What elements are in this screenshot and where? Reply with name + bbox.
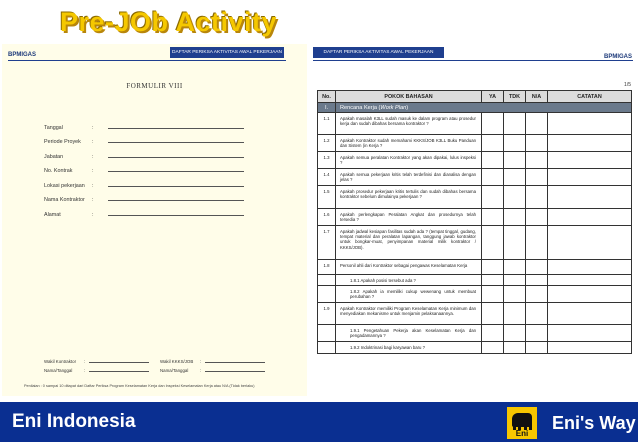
field-colon: :	[92, 197, 94, 203]
cell-ya[interactable]	[482, 168, 504, 185]
left-header-bar: DAFTAR PERIKSA AKTIVITAS AWAL PEKERJAAN	[170, 47, 284, 58]
row-number: 1.1	[318, 113, 336, 135]
checklist-row	[318, 225, 632, 259]
checklist-row	[318, 168, 632, 185]
cell-tdk[interactable]	[504, 168, 526, 185]
cell-ya[interactable]	[482, 225, 504, 259]
cell-na[interactable]	[526, 168, 548, 185]
left-page-cover-form	[2, 44, 307, 396]
table-header-row	[318, 91, 632, 103]
row-question: 1.9.1 Pengetahuan Pekerja akan Keselamatan Kerja dan pengadamannya ?	[336, 325, 482, 342]
signature-colon: :	[84, 368, 86, 373]
row-question: Apakah Kontraktor memiliki Program Keselamatan Kerja minimum dan menyediakan mekanisme untuk menjamin pelaksanaannya.	[336, 303, 482, 325]
signature-label: Nama/Tanggal	[44, 368, 73, 373]
signature-colon: :	[84, 359, 86, 364]
checklist-row	[318, 135, 632, 152]
cell-tdk[interactable]	[504, 325, 526, 342]
field-label: Nama Kontraktor	[44, 197, 85, 203]
cell-catatan[interactable]	[548, 303, 632, 325]
cell-catatan[interactable]	[548, 225, 632, 259]
field-jabatan[interactable]	[44, 145, 284, 160]
form-title: FORMULIR VIII	[126, 82, 183, 90]
logo-word: Eni	[515, 429, 529, 438]
right-brand: BPMIGAS	[603, 54, 632, 60]
row-number: 1.9	[318, 303, 336, 325]
banner-title: Pre-JOb Activity	[60, 7, 278, 37]
right-header-rule	[313, 60, 633, 61]
cell-catatan[interactable]	[548, 208, 632, 225]
field-tanggal[interactable]	[44, 116, 284, 131]
cell-catatan[interactable]	[548, 135, 632, 152]
cell-catatan[interactable]	[548, 286, 632, 303]
cell-tdk[interactable]	[504, 259, 526, 274]
cell-ya[interactable]	[482, 303, 504, 325]
section-row-rencana-kerja	[318, 103, 632, 113]
cell-na[interactable]	[526, 341, 548, 353]
checklist-row	[318, 113, 632, 135]
field-line[interactable]	[108, 171, 244, 172]
row-number: 1.5	[318, 185, 336, 208]
cell-catatan[interactable]	[548, 325, 632, 342]
row-number: 1.7	[318, 225, 336, 259]
cell-catatan[interactable]	[548, 274, 632, 285]
field-line[interactable]	[108, 157, 244, 158]
footer-bar	[0, 402, 638, 442]
field-label: No. Kontrak	[44, 168, 73, 174]
cell-ya[interactable]	[482, 135, 504, 152]
left-brand: BPMIGAS	[8, 52, 37, 58]
cell-tdk[interactable]	[504, 286, 526, 303]
footer-company-name: Eni Indonesia	[12, 411, 136, 432]
signature-label: Wakil Kontraktor	[44, 359, 77, 364]
row-number: 1.8	[318, 259, 336, 274]
checklist-row	[318, 259, 632, 274]
left-header-rule	[8, 60, 286, 61]
cell-ya[interactable]	[482, 208, 504, 225]
row-question: 1.9.2 Indoktrinasi bagi karyawan baru ?	[336, 341, 482, 353]
field-label: Jabatan	[44, 153, 64, 160]
cell-na[interactable]	[526, 286, 548, 303]
cell-ya[interactable]	[482, 274, 504, 285]
row-question: Apakah prosedur pekerjaan kritis tertulis dan sudah dibahas bersama kontraktor sebelum dimulainya pekerjaan ?	[336, 185, 482, 208]
row-question: Apakah jadwal kesiapan fasilitas sudah ada ? (tempat tinggal, gudang, tempat material dan peralatan lapangan, tanggung jawab kontraktor untuk bongkar-muat, penyimpanan material milik kontraktor / KKKS/JOB).	[336, 225, 482, 259]
cell-tdk[interactable]	[504, 274, 526, 285]
signature-line[interactable]	[89, 362, 149, 363]
checklist-row	[318, 274, 632, 285]
row-number	[318, 341, 336, 353]
page-number: 1/5	[624, 82, 631, 88]
row-question: Personil ahli dari Kontraktor sebagai pengawas Keselamatan Kerja	[336, 259, 482, 274]
footer-slogan: Eni's Way	[552, 413, 636, 433]
signature-line[interactable]	[205, 371, 265, 372]
col-header-pokok-bahasan: POKOK BAHASAN	[336, 91, 482, 103]
cell-na[interactable]	[526, 152, 548, 169]
field-lokasi-pekerjaan[interactable]	[44, 174, 284, 189]
cell-catatan[interactable]	[548, 259, 632, 274]
form-fields	[44, 116, 284, 218]
section-title: Rencana Kerja (Work Plan)	[336, 103, 632, 113]
signature-label: Nama/Tanggal	[160, 368, 189, 373]
field-label: Lokasi pekerjaan	[44, 182, 85, 189]
cell-tdk[interactable]	[504, 113, 526, 135]
cell-catatan[interactable]	[548, 168, 632, 185]
cell-ya[interactable]	[482, 113, 504, 135]
row-question: Apakah perlengkapan Peralatan Angkat dan prosedurnya telah tersedia ?	[336, 208, 482, 225]
field-periode-proyek[interactable]	[44, 131, 284, 146]
cell-na[interactable]	[526, 259, 548, 274]
row-number: 1.6	[318, 208, 336, 225]
cell-catatan[interactable]	[548, 152, 632, 169]
cell-ya[interactable]	[482, 259, 504, 274]
field-label: Tanggal	[44, 124, 63, 131]
cell-na[interactable]	[526, 185, 548, 208]
right-page-checklist	[312, 44, 636, 396]
cell-tdk[interactable]	[504, 185, 526, 208]
section-no: I.	[318, 103, 336, 113]
signature-wakil-kkks[interactable]	[160, 359, 265, 364]
checklist-row	[318, 303, 632, 325]
cell-tdk[interactable]	[504, 303, 526, 325]
cell-tdk[interactable]	[504, 135, 526, 152]
row-question: Apakah semua peralatan Kontraktor yang akan dipakai, lulus inspeksi ?	[336, 152, 482, 169]
field-line[interactable]	[108, 186, 244, 187]
row-number: 1.2	[318, 135, 336, 152]
cell-ya[interactable]	[482, 325, 504, 342]
signature-colon: :	[200, 368, 202, 373]
row-number	[318, 274, 336, 285]
field-no-kontrak[interactable]	[44, 160, 284, 175]
checklist-table	[317, 90, 632, 354]
row-question: 1.8.2 Apakah ia memiliki cukup wewenang untuk membuat perubahan ?	[336, 286, 482, 303]
col-header-tdk: TDK	[504, 91, 526, 103]
signature-line[interactable]	[89, 371, 149, 372]
cell-na[interactable]	[526, 135, 548, 152]
eni-six-legged-dog-logo	[507, 407, 537, 439]
cell-tdk[interactable]	[504, 341, 526, 353]
field-colon: :	[92, 124, 94, 131]
checklist-row	[318, 208, 632, 225]
row-number	[318, 325, 336, 342]
field-alamat[interactable]	[44, 203, 284, 218]
col-header-ya: YA	[482, 91, 504, 103]
col-header-catatan: CATATAN	[548, 91, 632, 103]
checklist-row	[318, 341, 632, 353]
right-header-bar: DAFTAR PERIKSA AKTIVITAS AWAL PEKERJAAN	[313, 47, 444, 58]
cell-catatan[interactable]	[548, 185, 632, 208]
field-colon: :	[92, 182, 94, 189]
checklist-row	[318, 185, 632, 208]
cell-ya[interactable]	[482, 185, 504, 208]
field-nama-kontraktor[interactable]	[44, 189, 284, 204]
cell-na[interactable]	[526, 303, 548, 325]
signature-nama-tanggal-kontraktor[interactable]	[44, 368, 149, 373]
row-number	[318, 286, 336, 303]
cell-ya[interactable]	[482, 152, 504, 169]
row-question: Apakah semua pekerjaan kritis telah terdefinisi dan dianalisa dengan jelas ?	[336, 168, 482, 185]
checklist-row	[318, 325, 632, 342]
field-colon: :	[92, 153, 94, 160]
cell-na[interactable]	[526, 113, 548, 135]
assessment-note: Penilaian : 0 sampai 10 ditapat dari Daftar Periksa Program Keselamatan Kerja dan Inspeksi Keselamatan Kerja atau N/A (Tidak berlaku)	[24, 384, 255, 388]
signature-colon: :	[200, 359, 202, 364]
row-question: Apakah Kontraktor sudah memahami KKKS/JOB K3LL Buku Panduan dan Sistem (in Kerja ?	[336, 135, 482, 152]
field-colon: :	[92, 139, 94, 145]
cell-na[interactable]	[526, 325, 548, 342]
field-label: Alamat	[44, 211, 61, 218]
cell-tdk[interactable]	[504, 208, 526, 225]
signature-line[interactable]	[205, 362, 265, 363]
row-number: 1.3	[318, 152, 336, 169]
field-line[interactable]	[108, 200, 244, 201]
row-question: 1.8.1 Apakah posisi tersebut ada ?	[336, 274, 482, 285]
cell-na[interactable]	[526, 208, 548, 225]
checklist-row	[318, 152, 632, 169]
cell-tdk[interactable]	[504, 152, 526, 169]
cell-tdk[interactable]	[504, 225, 526, 259]
col-header-na: N/A	[526, 91, 548, 103]
section-title-italic: Work Plan	[380, 104, 407, 111]
signature-label: Wakil KKKS/JOB	[160, 359, 194, 364]
signature-nama-tanggal-kkks[interactable]	[160, 368, 265, 373]
field-line[interactable]	[108, 215, 244, 216]
row-number: 1.4	[318, 168, 336, 185]
row-question: Apakah masalah K3LL sudah masuk ke dalam program atau prosedur kerja dan sudah dibahas bersama kontraktor ?	[336, 113, 482, 135]
signature-wakil-kontraktor[interactable]	[44, 359, 149, 364]
col-header-no: No.	[318, 91, 336, 103]
field-colon: :	[92, 211, 94, 218]
cell-catatan[interactable]	[548, 113, 632, 135]
cell-catatan[interactable]	[548, 341, 632, 353]
cell-ya[interactable]	[482, 341, 504, 353]
field-line[interactable]	[108, 142, 244, 143]
field-label: Periode Proyek	[44, 139, 81, 145]
checklist-row	[318, 286, 632, 303]
cell-na[interactable]	[526, 225, 548, 259]
cell-na[interactable]	[526, 274, 548, 285]
cell-ya[interactable]	[482, 286, 504, 303]
field-colon: :	[92, 168, 94, 174]
field-line[interactable]	[108, 128, 244, 129]
